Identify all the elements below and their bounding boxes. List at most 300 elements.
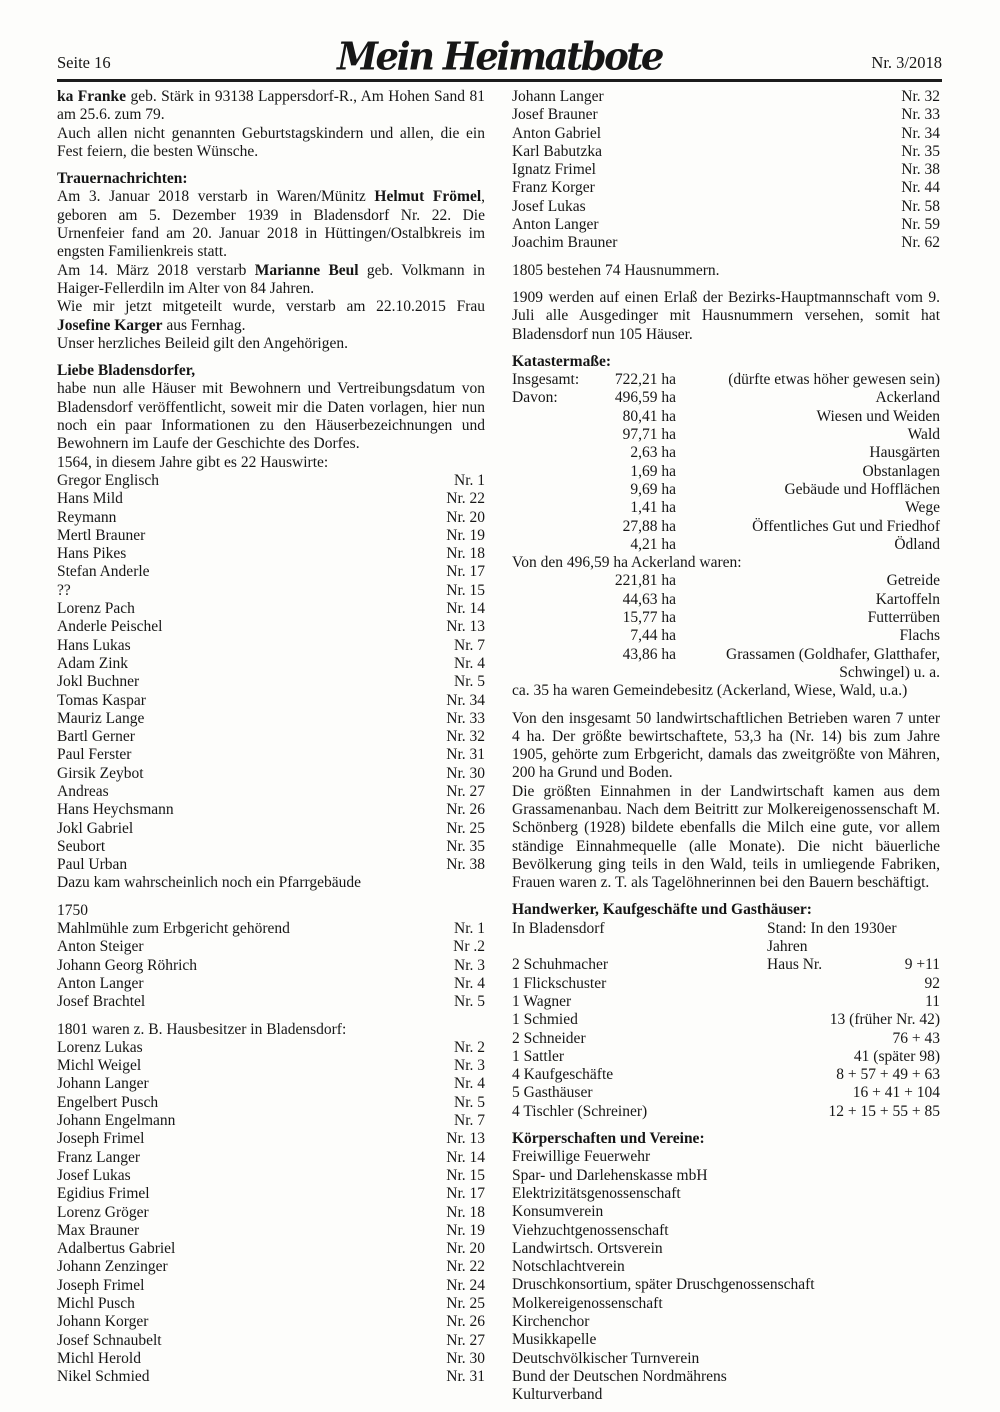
ackerland-row	[512, 627, 940, 645]
resident-name: Johann Engelmann	[57, 1112, 176, 1130]
obituary-paragraph	[57, 188, 485, 261]
house-row	[57, 582, 485, 600]
house-row	[512, 198, 940, 216]
area-value: 1,69 ha	[630, 462, 676, 480]
kataster-label	[512, 481, 604, 499]
resident-name: Josef Schnaubelt	[57, 1331, 162, 1349]
house-list-1801-continued	[512, 88, 940, 253]
house-number: Nr. 18	[446, 1203, 485, 1221]
kataster-label	[512, 591, 604, 609]
trade-label: 2 Schneider	[512, 1029, 586, 1047]
house-number: Nr. 35	[446, 837, 485, 855]
kataster-row	[512, 426, 940, 444]
condolence-line	[57, 335, 485, 353]
house-row	[512, 216, 940, 234]
income-paragraph: Die größten Einnahmen in der Landwirtschaft kamen aus dem Grassamenanbau. Nach dem Beitritt zur Molkereigenossenschaft M. Schönberg (1928) bildete ebenfalls die Milch eine gute, vor allem ständige Einnahmequelle (alle Monate). Die nicht bäuerliche Bevölkerung ging teils in den Wald, teils in umliegende Fabriken, Frauen waren z. T. als Tagelöhnerinnen bei den Bauern beschäftigt.	[512, 782, 940, 892]
trade-label: In Bladensdorf	[512, 919, 605, 937]
house-row	[57, 1112, 485, 1130]
house-number: Nr. 4	[454, 1075, 485, 1093]
area-value: 1,41 ha	[630, 499, 676, 517]
house-number: Nr. 30	[446, 1349, 485, 1367]
resident-name: Paul Ferster	[57, 746, 132, 764]
resident-name: Lorenz Lukas	[57, 1038, 143, 1056]
club-item: Kirchenchor	[512, 1313, 590, 1330]
area-value: 221,81 ha	[614, 572, 676, 590]
resident-name: Max Brauner	[57, 1221, 140, 1239]
house-number: Nr. 18	[446, 545, 485, 563]
area-value: 7,44 ha	[630, 627, 676, 645]
text-segment: Marianne Beul	[254, 261, 359, 279]
house-row	[57, 692, 485, 710]
resident-name: Anton Gabriel	[512, 124, 602, 142]
house-number: Nr .2	[453, 938, 485, 956]
resident-name: Mauriz Lange	[57, 709, 145, 727]
area-usage: Wege	[905, 499, 940, 517]
resident-name: Lorenz Gröger	[57, 1203, 149, 1221]
house-row	[57, 1185, 485, 1203]
paragraph-1909: 1909 werden auf einen Erlaß der Bezirks-Hauptmannschaft vom 9. Juli alle Ausgedinger mit Hausnummern versehen, somit hat Bladensdorf nun 105 Häuser.	[512, 288, 940, 343]
area-usage: Ackerland	[875, 389, 940, 407]
kataster-label	[512, 518, 604, 536]
text-segment: Auch allen nicht genannten Geburtstagskindern und allen, die ein Fest feiern, die besten Wünsche.	[57, 124, 485, 160]
house-number: Nr. 26	[446, 801, 485, 819]
paragraph-1805: 1805 bestehen 74 Hausnummern.	[512, 261, 720, 279]
club-item: Druschkonsortium, später Druschgenossenschaft	[512, 1276, 815, 1294]
ackerland-row	[512, 572, 940, 590]
resident-name: Karl Babutzka	[512, 142, 602, 160]
house-number: Nr. 38	[901, 161, 940, 179]
house-row	[57, 1277, 485, 1295]
resident-name: Nikel Schmied	[57, 1368, 150, 1386]
house-number: Nr. 27	[446, 782, 485, 800]
area-usage: Grassamen (Goldhafer, Glatthafer, Schwingel) u. a.	[726, 645, 940, 681]
resident-name: Anton Langer	[512, 216, 599, 234]
resident-name: Jokl Buchner	[57, 673, 140, 691]
gemeindebesitz-note: ca. 35 ha waren Gemeindebesitz (Ackerland, Wiese, Wald, u.a.)	[512, 682, 908, 700]
area-usage: Getreide	[886, 572, 940, 590]
house-row	[57, 1167, 485, 1185]
house-row	[57, 600, 485, 618]
issue-label: Nr. 3/2018	[871, 52, 942, 72]
resident-name: Josef Brachtel	[57, 993, 146, 1011]
house-number: Nr. 44	[901, 179, 940, 197]
resident-name: Joseph Frimel	[57, 1276, 145, 1294]
house-row	[57, 1222, 485, 1240]
house-row	[57, 527, 485, 545]
house-row	[57, 1149, 485, 1167]
resident-name: Anton Steiger	[57, 938, 144, 956]
birthday-wishes-paragraph	[57, 125, 485, 162]
trade-label: 1 Schmied	[512, 1011, 578, 1029]
resident-name: Anderle Peischel	[57, 618, 163, 636]
area-usage: Öffentliches Gut und Friedhof	[752, 517, 940, 535]
house-row	[512, 125, 940, 143]
house-row	[57, 1130, 485, 1148]
house-number: Nr. 30	[446, 764, 485, 782]
resident-name: Jokl Gabriel	[57, 819, 134, 837]
trade-house-numbers: 92	[924, 974, 940, 992]
kataster-heading: Katastermaße:	[512, 352, 611, 370]
resident-name: Adam Zink	[57, 654, 129, 672]
house-row	[57, 920, 485, 938]
text-segment: , geboren am 5. Dezember 1939 in Bladensdorf Nr. 22. Die Urnenfeier fand am 20. Januar 2018 in Hüttingen/Ostalbkreis im engsten Familienkreis statt.	[57, 188, 485, 261]
house-number: Nr. 5	[454, 673, 485, 691]
resident-name: Stefan Anderle	[57, 563, 150, 581]
resident-name: Joachim Brauner	[512, 234, 618, 252]
trade-row	[512, 975, 940, 993]
ackerland-intro: Von den 496,59 ha Ackerland waren:	[512, 554, 742, 572]
house-row	[57, 545, 485, 563]
house-number: Nr. 20	[446, 1240, 485, 1258]
trade-house-numbers: 41 (später 98)	[853, 1047, 940, 1065]
kataster-label	[512, 444, 604, 462]
area-value: 496,59 ha	[614, 389, 676, 407]
house-row	[57, 1350, 485, 1368]
page-header	[57, 28, 942, 82]
house-row	[57, 765, 485, 783]
resident-name: Girsik Zeybot	[57, 764, 144, 782]
house-row	[57, 637, 485, 655]
house-list-1750	[57, 920, 485, 1011]
house-row	[57, 710, 485, 728]
kataster-label	[512, 627, 604, 645]
list-1801-intro: 1801 waren z. B. Hausbesitzer in Bladensdorf:	[57, 1020, 347, 1038]
house-row	[57, 957, 485, 975]
house-number: Nr. 35	[901, 142, 940, 160]
text-segment: Am 3. Januar 2018 verstarb in Waren/Münitz	[57, 188, 375, 206]
house-row	[57, 801, 485, 819]
house-number: Nr. 19	[446, 526, 485, 544]
club-item: Freiwillige Feuerwehr	[512, 1148, 651, 1166]
house-row	[57, 1057, 485, 1075]
kataster-label: Insgesamt:	[512, 371, 580, 389]
house-number: Nr. 27	[446, 1331, 485, 1349]
list-1750-intro: 1750	[57, 901, 88, 919]
house-number: Nr. 1	[454, 920, 485, 938]
resident-name: Johann Korger	[57, 1313, 149, 1331]
house-row	[57, 728, 485, 746]
trades-table	[512, 920, 940, 1121]
ackerland-row	[512, 591, 940, 609]
house-row	[57, 1204, 485, 1222]
trade-label: 5 Gasthäuser	[512, 1084, 593, 1102]
resident-name: Hans Mild	[57, 490, 123, 508]
resident-name: ??	[57, 581, 71, 599]
text-segment: Helmut Frömel	[374, 188, 482, 206]
house-number: Nr. 31	[446, 1368, 485, 1386]
house-number: Nr. 3	[454, 1057, 485, 1075]
house-number: Nr. 59	[901, 216, 940, 234]
house-list-1801	[57, 1039, 485, 1387]
club-item: Spar- und Darlehenskasse mbH	[512, 1166, 708, 1184]
house-row	[57, 1094, 485, 1112]
house-number: Nr. 14	[446, 600, 485, 618]
house-number: Nr. 17	[446, 563, 485, 581]
resident-name: Hans Lukas	[57, 636, 131, 654]
house-row	[57, 1075, 485, 1093]
farms-paragraph: Von den insgesamt 50 landwirtschaftlichen Betrieben waren 7 unter 4 ha. Der größte bewirtschaftete, 53,3 ha (Nr. 14) bis zum Jahre 1905, gehörte zum Erbgericht, damals das zweitgrößte von Mähren, 200 ha Grund und Boden.	[512, 709, 940, 782]
trade-label: 1 Wagner	[512, 992, 572, 1010]
trade-label: 4 Kaufgeschäfte	[512, 1066, 614, 1084]
trade-row	[512, 1103, 940, 1121]
house-number: Nr. 17	[446, 1185, 485, 1203]
club-item: Molkereigenossenschaft	[512, 1294, 663, 1312]
kataster-row	[512, 371, 940, 389]
house-row	[57, 673, 485, 691]
house-number: Nr. 3	[454, 956, 485, 974]
trade-mid-label: Haus Nr.	[767, 956, 823, 974]
area-value: 15,77 ha	[622, 609, 676, 627]
trade-row	[512, 993, 940, 1011]
ackerland-row	[512, 646, 940, 683]
text-segment: Josefine Karger	[57, 316, 163, 334]
house-row	[512, 161, 940, 179]
house-number: Nr. 15	[446, 581, 485, 599]
resident-name: Engelbert Pusch	[57, 1093, 159, 1111]
house-number: Nr. 32	[901, 88, 940, 105]
trade-house-numbers: 9 +11	[904, 956, 940, 974]
resident-name: Franz Langer	[57, 1148, 141, 1166]
house-number: Nr. 38	[446, 856, 485, 874]
house-number: Nr. 24	[446, 1276, 485, 1294]
trade-house-numbers: 8 + 57 + 49 + 63	[836, 1066, 940, 1084]
birthday-paragraph	[57, 88, 485, 125]
house-number: Nr. 13	[446, 1130, 485, 1148]
resident-name: Josef Lukas	[512, 197, 586, 215]
house-number: Nr. 34	[446, 691, 485, 709]
resident-name: Seubort	[57, 837, 106, 855]
house-row	[57, 783, 485, 801]
resident-name: Adalbertus Gabriel	[57, 1240, 176, 1258]
house-number: Nr. 14	[446, 1148, 485, 1166]
clubs-list	[512, 1148, 940, 1404]
area-usage: Flachs	[899, 627, 940, 645]
house-row	[57, 1332, 485, 1350]
area-usage: Gebäude und Hofflächen	[784, 480, 940, 498]
house-row	[57, 1039, 485, 1057]
house-number: Nr. 33	[446, 709, 485, 727]
resident-name: Michl Weigel	[57, 1057, 142, 1075]
area-value: 27,88 ha	[622, 517, 676, 535]
kataster-row	[512, 408, 940, 426]
area-usage: Wald	[907, 426, 940, 444]
resident-name: Michl Pusch	[57, 1295, 135, 1312]
house-number: Nr. 13	[446, 618, 485, 636]
house-number: Nr. 32	[446, 728, 485, 746]
resident-name: Johann Langer	[57, 1075, 149, 1093]
resident-name: Bartl Gerner	[57, 728, 135, 746]
house-row	[512, 234, 940, 252]
club-item: Viehzuchtgenossenschaft	[512, 1221, 669, 1239]
house-row	[57, 1258, 485, 1276]
trade-row	[512, 956, 940, 974]
area-usage: Hausgärten	[869, 444, 940, 462]
resident-name: Johann Zenzinger	[57, 1258, 168, 1276]
trade-label: 2 Schuhmacher	[512, 956, 608, 974]
house-number: Nr. 34	[901, 124, 940, 142]
clubs-heading: Körperschaften und Vereine:	[512, 1130, 705, 1148]
kataster-row	[512, 499, 940, 517]
house-number: Nr. 33	[901, 106, 940, 124]
resident-name: Mahlmühle zum Erbgericht gehörend	[57, 920, 290, 938]
house-number: Nr. 25	[446, 1295, 485, 1312]
resident-name: Joseph Frimel	[57, 1130, 145, 1148]
resident-name: Lorenz Pach	[57, 600, 135, 618]
house-row	[57, 838, 485, 856]
house-row	[512, 106, 940, 124]
resident-name: Andreas	[57, 782, 109, 800]
trade-house-numbers: 12 + 15 + 55 + 85	[828, 1102, 940, 1120]
club-item: Elektrizitätsgenossenschaft	[512, 1184, 681, 1202]
resident-name: Anton Langer	[57, 974, 144, 992]
resident-name: Reymann	[57, 508, 117, 526]
house-number: Nr. 4	[454, 654, 485, 672]
trade-house-numbers: 13 (früher Nr. 42)	[829, 1011, 940, 1029]
area-usage: Futterrüben	[867, 609, 940, 627]
house-row	[512, 88, 940, 106]
kataster-row	[512, 444, 940, 462]
trade-label: 1 Sattler	[512, 1047, 565, 1065]
house-number: Nr. 15	[446, 1166, 485, 1184]
kataster-row	[512, 389, 940, 407]
area-value: 97,71 ha	[622, 426, 676, 444]
house-number: Nr. 62	[901, 234, 940, 252]
house-row	[57, 938, 485, 956]
trade-mid-label: Stand: In den 1930er Jahren	[767, 919, 897, 956]
text-segment: geb. Volkmann in Haiger-Fellerdiln im Alter von 84 Jahren.	[57, 261, 485, 297]
trades-heading: Handwerker, Kaufgeschäfte und Gasthäuser:	[512, 901, 812, 919]
area-value: 43,86 ha	[622, 645, 676, 663]
house-row	[57, 820, 485, 838]
resident-name: Mertl Brauner	[57, 526, 146, 544]
club-item: Landwirtsch. Ortsverein	[512, 1239, 663, 1257]
text-segment: Am 14. März 2018 verstarb	[57, 261, 255, 279]
letter-paragraph: habe nun alle Häuser mit Bewohnern und Vertreibungsdatum von Bladensdorf veröffentlicht, soweit mir die Daten vorlagen, hier nun noch ein paar Informationen zu den Häuserbezeichnungen und Bewohnern im Laufe der Geschichte des Dorfes.	[57, 380, 485, 453]
kataster-table	[512, 371, 940, 554]
trade-label: 1 Flickschuster	[512, 974, 607, 992]
trade-row	[512, 1011, 940, 1029]
kataster-label: Davon:	[512, 389, 558, 407]
kataster-row	[512, 463, 940, 481]
house-number: Nr. 1	[454, 471, 485, 489]
trade-house-numbers: 76 + 43	[892, 1029, 940, 1047]
column-left	[57, 88, 485, 1386]
house-row	[512, 179, 940, 197]
house-number: Nr. 7	[454, 1112, 485, 1130]
kataster-label	[512, 609, 604, 627]
resident-name: Tomas Kaspar	[57, 691, 146, 709]
club-item: Notschlachtverein	[512, 1258, 625, 1276]
resident-name: Josef Lukas	[57, 1166, 131, 1184]
house-row	[512, 143, 940, 161]
page-number-label: Seite 16	[57, 52, 111, 72]
text-segment: Wie mir jetzt mitgeteilt wurde, verstarb am 22.10.2015 Frau	[57, 298, 485, 316]
house-row	[57, 1295, 485, 1313]
text-segment: ka Franke	[57, 88, 127, 105]
resident-name: Josef Brauner	[512, 106, 598, 124]
text-segment: aus Fernhag.	[162, 316, 246, 334]
house-row	[57, 509, 485, 527]
kataster-label	[512, 536, 604, 554]
area-usage: Wiesen und Weiden	[816, 407, 940, 425]
resident-name: Franz Korger	[512, 179, 595, 197]
text-segment: geb. Stärk in 93138 Lappersdorf-R., Am Hohen Sand 81 am 25.6. zum 79.	[57, 88, 485, 124]
house-row	[57, 746, 485, 764]
resident-name: Egidius Frimel	[57, 1185, 150, 1203]
area-value: 2,63 ha	[630, 444, 676, 462]
house-row	[57, 618, 485, 636]
area-value: 9,69 ha	[630, 480, 676, 498]
club-item: Kulturverband	[512, 1386, 603, 1404]
column-right	[512, 88, 940, 1404]
resident-name: Paul Urban	[57, 856, 128, 874]
list-1564-outro: Dazu kam wahrscheinlich noch ein Pfarrgebäude	[57, 874, 361, 892]
area-usage: Ödland	[894, 535, 940, 553]
house-number: Nr. 5	[454, 993, 485, 1011]
area-value: 722,21 ha	[614, 371, 676, 389]
house-number: Nr. 20	[446, 508, 485, 526]
club-item: Konsumverein	[512, 1203, 604, 1221]
trade-row	[512, 1048, 940, 1066]
club-item: Musikkapelle	[512, 1331, 597, 1349]
club-item: Bund der Deutschen Nordmährens	[512, 1367, 727, 1385]
trade-row	[512, 920, 940, 957]
obituaries-heading: Trauernachrichten:	[57, 170, 188, 188]
trade-row	[512, 1030, 940, 1048]
area-value: 4,21 ha	[630, 535, 676, 553]
obituary-paragraph	[57, 298, 485, 335]
area-value: 80,41 ha	[622, 407, 676, 425]
resident-name: Gregor Englisch	[57, 471, 160, 489]
resident-name: Hans Heychsmann	[57, 801, 174, 819]
trade-row	[512, 1066, 940, 1084]
area-usage: Obstanlagen	[862, 462, 940, 480]
letter-heading: Liebe Bladensdorfer,	[57, 362, 196, 380]
kataster-label	[512, 572, 604, 590]
area-usage: (dürfte etwas höher gewesen sein)	[728, 371, 940, 389]
house-number: Nr. 5	[454, 1093, 485, 1111]
house-number: Nr. 19	[446, 1221, 485, 1239]
area-usage: Kartoffeln	[875, 590, 940, 608]
obituary-paragraph	[57, 262, 485, 299]
house-row	[57, 490, 485, 508]
kataster-label	[512, 463, 604, 481]
trade-row	[512, 1084, 940, 1102]
trade-house-numbers: 11	[925, 992, 940, 1010]
ackerland-row	[512, 609, 940, 627]
house-row	[57, 993, 485, 1011]
house-row	[57, 563, 485, 581]
house-number: Nr. 7	[454, 636, 485, 654]
kataster-row	[512, 481, 940, 499]
club-item: Deutschvölkischer Turnverein	[512, 1349, 700, 1367]
house-list-1564	[57, 472, 485, 875]
kataster-row	[512, 518, 940, 536]
house-row	[57, 975, 485, 993]
trade-label: 4 Tischler (Schreiner)	[512, 1102, 648, 1120]
list-1564-intro: 1564, in diesem Jahre gibt es 22 Hauswirte:	[57, 453, 329, 471]
house-row	[57, 1240, 485, 1258]
house-row	[57, 1313, 485, 1331]
house-number: Nr. 25	[446, 819, 485, 837]
house-number: Nr. 31	[446, 746, 485, 764]
resident-name: Ignatz Frimel	[512, 161, 596, 179]
house-number: Nr. 4	[454, 974, 485, 992]
kataster-row	[512, 536, 940, 554]
house-row	[57, 856, 485, 874]
resident-name: Michl Herold	[57, 1349, 141, 1367]
kataster-label	[512, 646, 604, 683]
